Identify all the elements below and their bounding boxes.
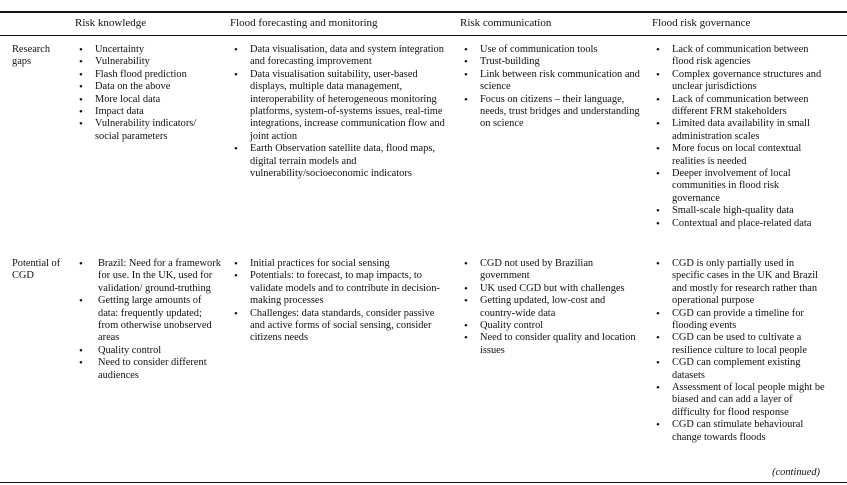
continued-note: (continued) bbox=[772, 467, 820, 478]
table-header-row bbox=[0, 17, 847, 31]
list-item: • CGD not used by Brazilian government bbox=[460, 258, 642, 283]
list-item: • Assessment of local people might be biased and can add a layer of difficulty for flood response bbox=[652, 382, 828, 419]
list-item: • Vulnerability indicators/ social parameters bbox=[75, 118, 223, 143]
list-item: • Trust-building bbox=[460, 56, 642, 68]
list-item: • CGD can complement existing datasets bbox=[652, 357, 828, 382]
list-item: • Contextual and place-related data bbox=[652, 218, 828, 230]
table-header-rule bbox=[0, 35, 847, 36]
list-item: • Complex governance structures and unclear jurisdictions bbox=[652, 69, 828, 94]
list-item: • Impact data bbox=[75, 106, 223, 118]
list-item: • Vulnerability bbox=[75, 56, 223, 68]
list-item: • More local data bbox=[75, 94, 223, 106]
table-bottom-rule bbox=[0, 482, 847, 483]
list-item: • Use of communication tools bbox=[460, 44, 642, 56]
cell-flood-forecasting bbox=[230, 44, 450, 180]
list-item: • Challenges: data standards, consider passive and active forms of social sensing, consider citizens needs bbox=[230, 308, 450, 345]
list-item: • Need to consider different audiences bbox=[75, 357, 223, 382]
list-item: • Brazil: Need for a framework for use. In the UK, used for validation/ ground-truthing bbox=[75, 258, 223, 295]
list-item: • UK used CGD but with challenges bbox=[460, 283, 642, 295]
cell-risk-communication bbox=[460, 258, 642, 357]
cell-flood-forecasting bbox=[230, 258, 450, 345]
list-item: • CGD can be used to cultivate a resilience culture to local people bbox=[652, 332, 828, 357]
list-item: • Getting updated, low-cost and country-wide data bbox=[460, 295, 642, 320]
list-item: • CGD can provide a timeline for flooding events bbox=[652, 308, 828, 333]
cell-risk-knowledge bbox=[75, 258, 223, 382]
list-item: • Deeper involvement of local communities in flood risk governance bbox=[652, 168, 828, 205]
cell-risk-communication bbox=[460, 44, 642, 131]
header-risk-communication: Risk communication bbox=[460, 17, 552, 29]
list-item: • Lack of communication between flood risk agencies bbox=[652, 44, 828, 69]
header-risk-knowledge: Risk knowledge bbox=[75, 17, 147, 29]
row-label: Potential of CGD bbox=[12, 258, 61, 282]
list-item: • Lack of communication between different FRM stakeholders bbox=[652, 94, 828, 119]
cell-risk-knowledge bbox=[75, 44, 223, 143]
list-item: • Need to consider quality and location issues bbox=[460, 332, 642, 357]
header-flood-forecasting: Flood forecasting and monitoring bbox=[230, 17, 378, 29]
list-item: • Data visualisation suitability, user-based displays, multiple data management, interoperability of heterogeneous monitoring platforms, system-of-systems issues, real-time integrations, increase communication flow and joint action bbox=[230, 69, 450, 143]
list-item: • Uncertainty bbox=[75, 44, 223, 56]
list-item: • More focus on local contextual realities is needed bbox=[652, 143, 828, 168]
row-label: Research gaps bbox=[12, 44, 51, 68]
cell-flood-risk-governance bbox=[652, 44, 828, 230]
list-item: • Potentials: to forecast, to map impacts, to validate models and to contribute in decision-making processes bbox=[230, 270, 450, 307]
list-item: • Small-scale high-quality data bbox=[652, 205, 828, 217]
list-item: • Flash flood prediction bbox=[75, 69, 223, 81]
list-item: • Getting large amounts of data: frequently updated; from otherwise unobserved areas bbox=[75, 295, 223, 345]
list-item: • Limited data availability in small administration scales bbox=[652, 118, 828, 143]
header-flood-risk-governance: Flood risk governance bbox=[652, 17, 751, 29]
table-top-rule bbox=[0, 11, 847, 13]
list-item: • Data on the above bbox=[75, 81, 223, 93]
list-item: • Data visualisation, data and system integration and forecasting improvement bbox=[230, 44, 450, 69]
list-item: • Focus on citizens – their language, needs, trust bridges and understanding on science bbox=[460, 94, 642, 131]
cell-flood-risk-governance bbox=[652, 258, 828, 444]
list-item: • Earth Observation satellite data, flood maps, digital terrain models and vulnerability/socioeconomic indicators bbox=[230, 143, 450, 180]
list-item: • CGD is only partially used in specific cases in the UK and Brazil and mostly for research rather than operational purpose bbox=[652, 258, 828, 308]
list-item: • Quality control bbox=[75, 345, 223, 357]
list-item: • Initial practices for social sensing bbox=[230, 258, 450, 270]
list-item: • Quality control bbox=[460, 320, 642, 332]
list-item: • CGD can stimulate behavioural change towards floods bbox=[652, 419, 828, 444]
list-item: • Link between risk communication and science bbox=[460, 69, 642, 94]
